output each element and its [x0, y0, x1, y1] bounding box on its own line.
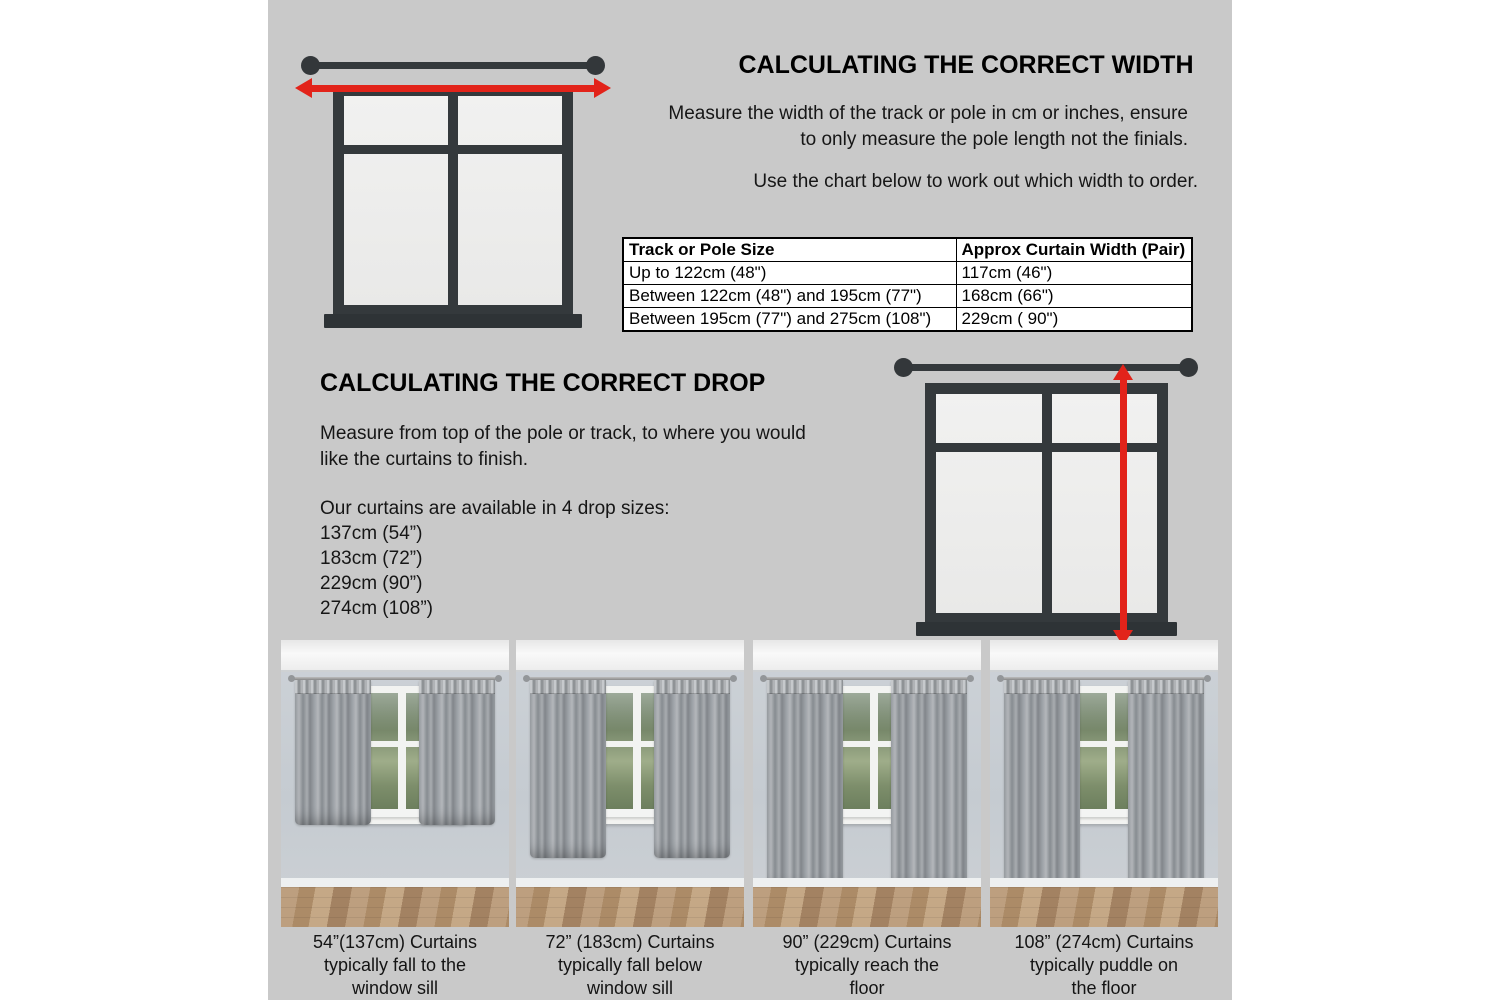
drop-sizes-intro: Our curtains are available in 4 drop sizes: [320, 498, 670, 519]
size-chart-table [622, 237, 1193, 332]
curtain-photo-72in [516, 640, 744, 927]
photo-caption-54in [281, 931, 509, 1000]
wood-floor [516, 887, 744, 927]
width-arrowhead-left-icon [295, 78, 312, 98]
caption-line: 90” (229cm) Curtains [782, 932, 952, 952]
window-mullion-bar [448, 96, 458, 305]
curtain-photo-54in [281, 640, 509, 927]
table-row [623, 262, 1192, 285]
caption-line: window sill [586, 978, 674, 998]
crown-molding [281, 640, 509, 672]
drop-instruction-line: Measure from top of the pole or track, to where you would [320, 423, 806, 444]
caption-line: typically puddle on [1029, 955, 1179, 975]
drop-arrowhead-top-icon [1113, 364, 1133, 380]
table-header-row [623, 238, 1192, 262]
table-header-track: Track or Pole Size [623, 238, 956, 262]
crown-molding [990, 640, 1218, 672]
window-glazing-bar [1107, 693, 1115, 817]
pole-finial-right-icon [586, 56, 605, 75]
table-cell-track: Between 122cm (48") and 195cm (77") [623, 285, 956, 308]
window-glazing-bar [398, 693, 406, 817]
caption-line: 108” (274cm) Curtains [1014, 932, 1194, 952]
caption-line: floor [849, 978, 885, 998]
table-cell-width: 229cm ( 90") [956, 308, 1192, 332]
curtain-photo-90in [753, 640, 981, 927]
caption-line: the floor [1071, 978, 1137, 998]
wood-floor [753, 887, 981, 927]
width-instruction-line: Measure the width of the track or pole in cm or inches, ensure [668, 103, 1188, 124]
photo-caption-90in [753, 931, 981, 1000]
crown-molding [516, 640, 744, 672]
window-glazing-bar [870, 693, 878, 817]
width-arrowhead-right-icon [594, 78, 611, 98]
photo-caption-72in [516, 931, 744, 1000]
width-arrow-icon [311, 85, 595, 92]
width-section-title: CALCULATING THE CORRECT WIDTH [738, 51, 1194, 79]
drop-size-item: 229cm (90”) [320, 573, 423, 594]
table-row [623, 308, 1192, 332]
caption-line: typically reach the [794, 955, 940, 975]
curtain-pole-icon [901, 364, 1188, 371]
wood-floor [281, 887, 509, 927]
crown-molding [753, 640, 981, 672]
curtain-right [654, 680, 730, 858]
drop-arrow-icon [1120, 376, 1127, 632]
curtain-left [295, 680, 371, 825]
drop-sizes-list [320, 521, 433, 621]
chart-note: Use the chart below to work out which width to order. [753, 171, 1198, 192]
table-cell-width: 117cm (46") [956, 262, 1192, 285]
window-glazing-bar [633, 693, 641, 817]
curtain-left [530, 680, 606, 858]
window-diagram [925, 383, 1168, 624]
caption-line: typically fall below [557, 955, 703, 975]
width-instruction-line: to only measure the pole length not the finials. [800, 129, 1188, 150]
curtain-pole-icon [308, 62, 598, 69]
window-diagram [333, 85, 573, 316]
window-sill [916, 622, 1177, 636]
caption-line: window sill [351, 978, 439, 998]
wood-floor [990, 887, 1218, 927]
drop-size-item: 137cm (54”) [320, 523, 423, 544]
curtain-photo-108in [990, 640, 1218, 927]
pole-finial-left-icon [301, 56, 320, 75]
drop-size-item: 183cm (72”) [320, 548, 423, 569]
table-cell-track: Between 195cm (77") and 275cm (108") [623, 308, 956, 332]
window-sill [324, 314, 582, 328]
window-mullion-bar [1042, 394, 1052, 613]
table-header-width: Approx Curtain Width (Pair) [956, 238, 1192, 262]
curtain-left [767, 680, 843, 892]
caption-line: 72” (183cm) Curtains [545, 932, 715, 952]
table-cell-track: Up to 122cm (48") [623, 262, 956, 285]
curtain-right [891, 680, 967, 892]
pole-finial-right-icon [1179, 358, 1198, 377]
pole-finial-left-icon [894, 358, 913, 377]
caption-line: 54”(137cm) Curtains [312, 932, 478, 952]
table-cell-width: 168cm (66") [956, 285, 1192, 308]
curtain-right [419, 680, 495, 825]
caption-line: typically fall to the [323, 955, 467, 975]
photo-caption-108in [990, 931, 1218, 1000]
table-row [623, 285, 1192, 308]
drop-section-title: CALCULATING THE CORRECT DROP [320, 369, 766, 397]
drop-size-item: 274cm (108”) [320, 598, 433, 619]
drop-instruction-line: like the curtains to finish. [320, 449, 529, 470]
